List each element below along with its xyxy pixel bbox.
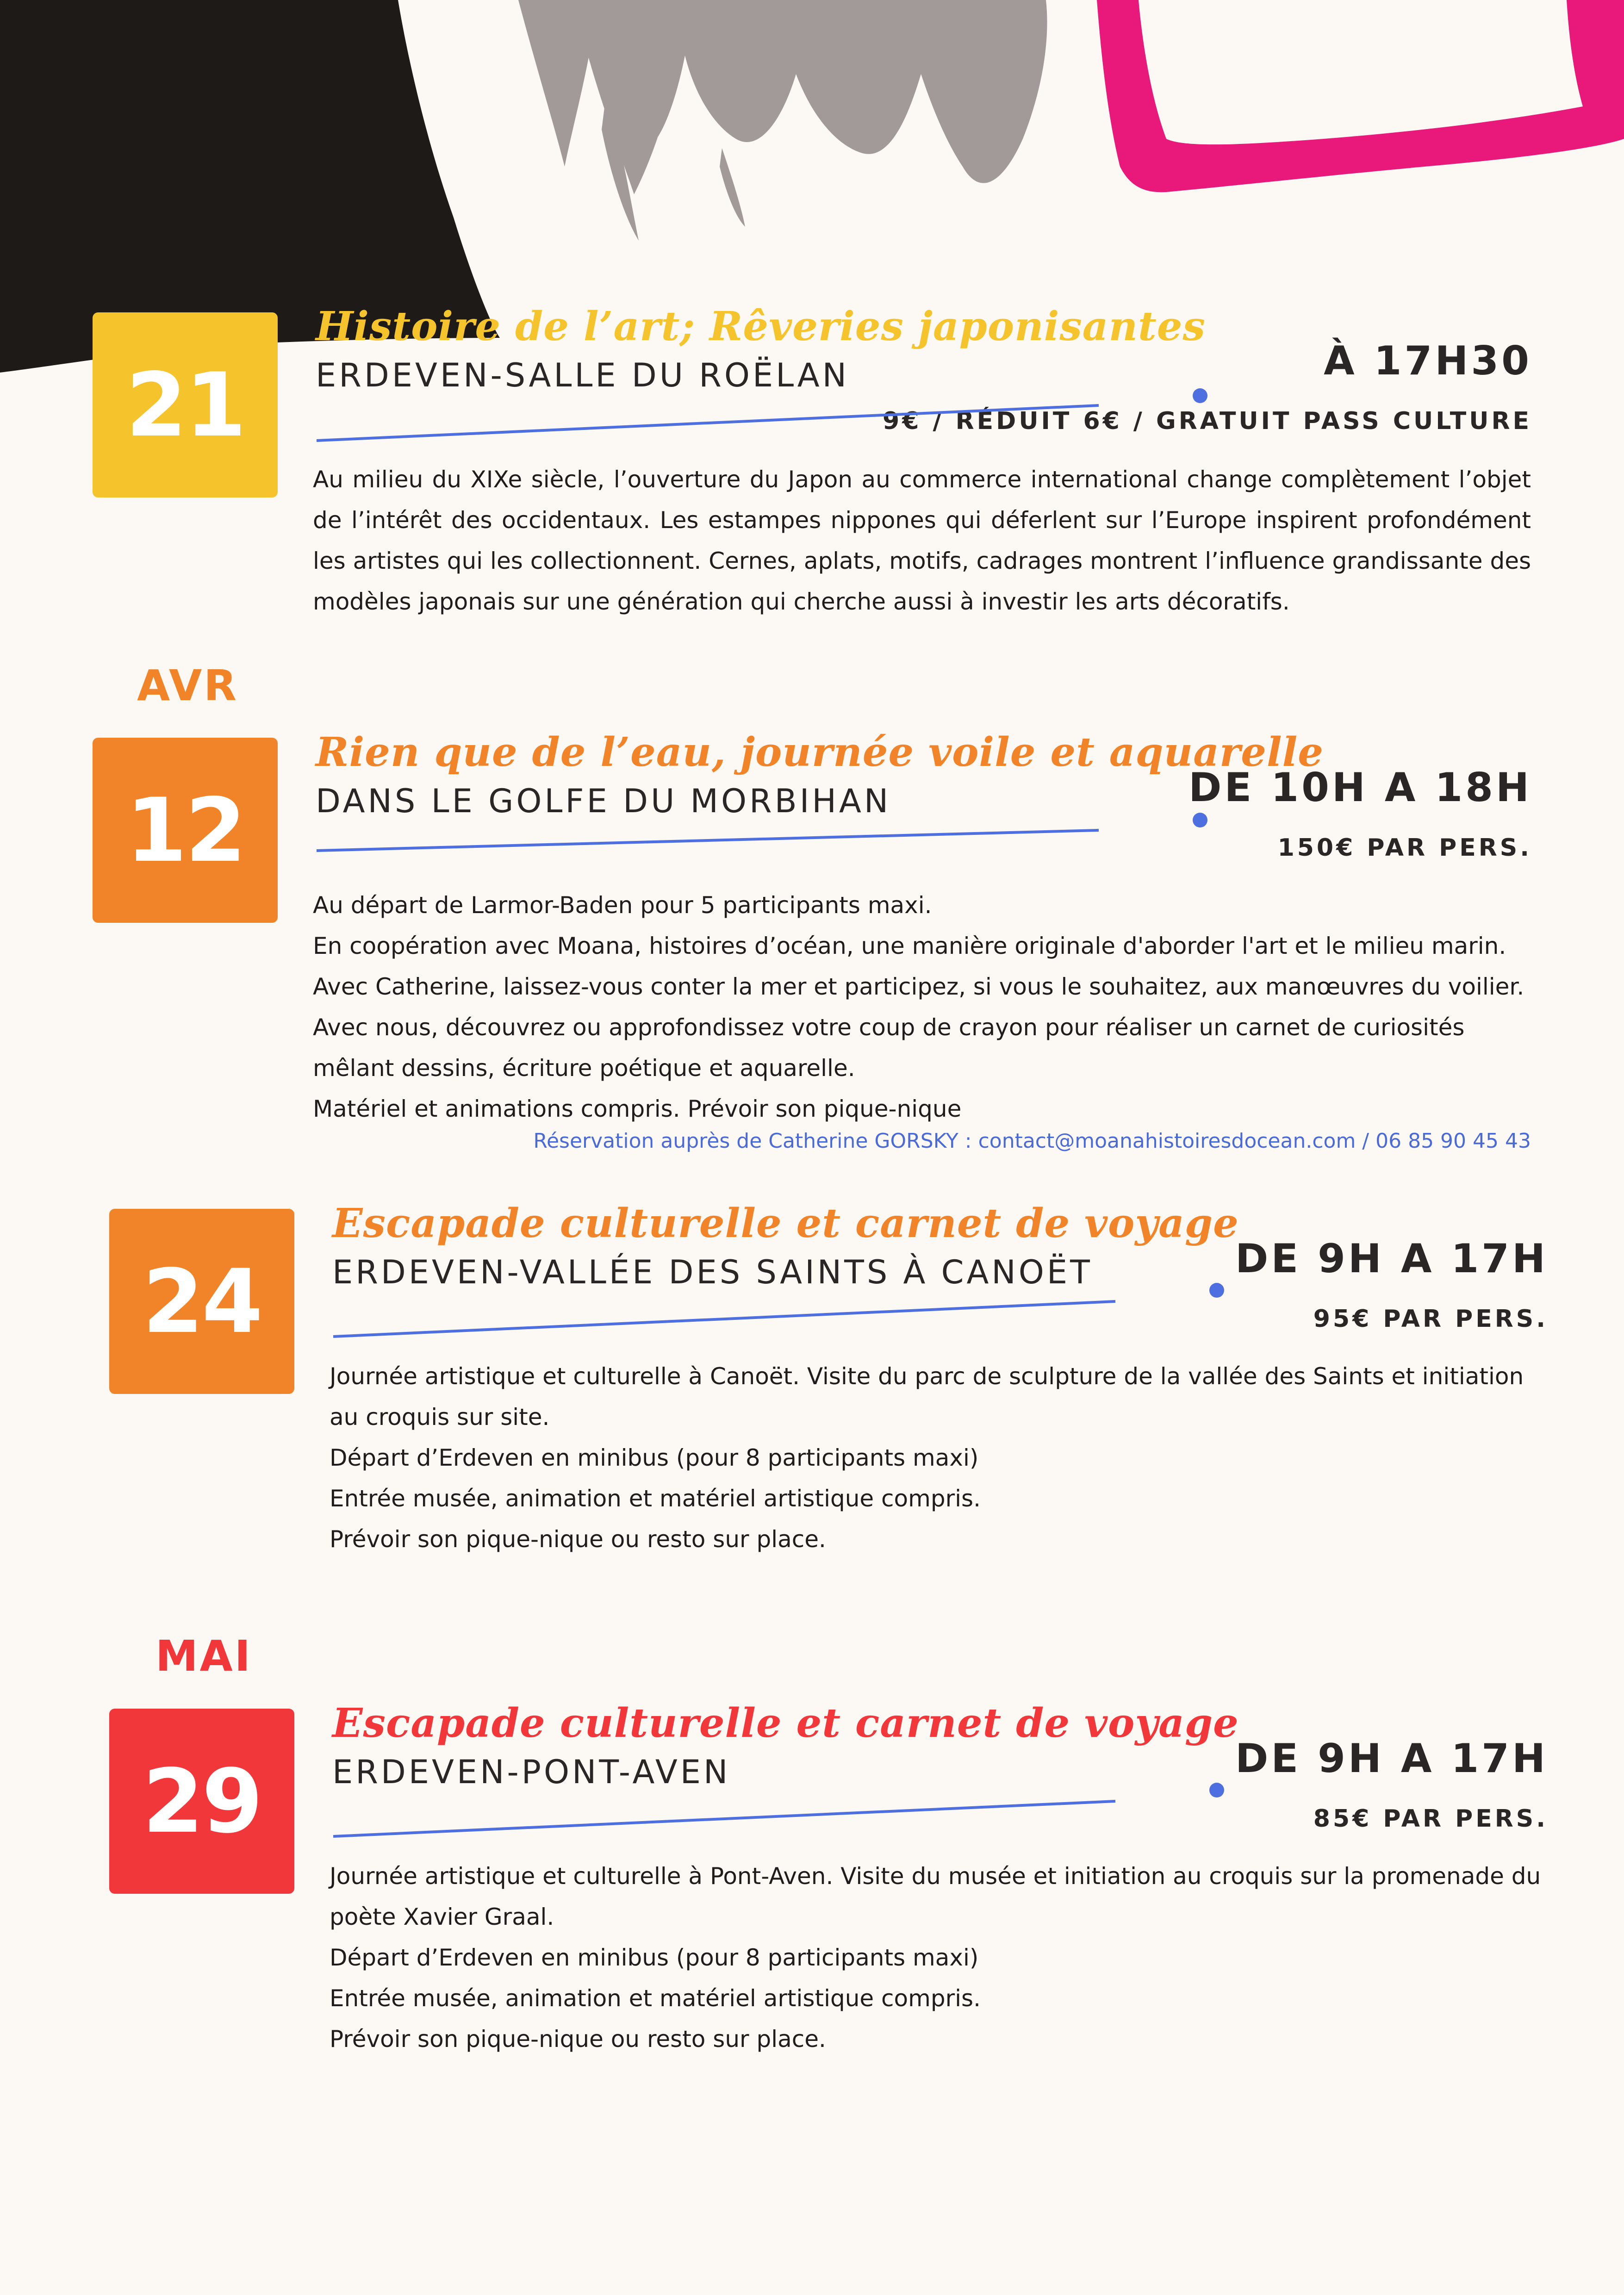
event-price: 95€ PAR PERS. [1313,1305,1548,1333]
event-title: Escapade culturelle et carnet de voyage [332,1700,1239,1747]
event-title: Histoire de l’art; Rêveries japonisantes [316,303,1206,350]
description-paragraph: Entrée musée, animation et matériel artistique compris. [330,1485,981,1512]
event-place: DANS LE GOLFE DU MORBIHAN [316,782,891,820]
description-paragraph: Prévoir son pique-nique ou resto sur place. [330,1526,826,1553]
description-paragraph: Avec Catherine, laissez-vous conter la mer et participez, si vous le souhaitez, aux manœuvres du voilier. [313,973,1524,1000]
description-paragraph: Au milieu du XIXe siècle, l’ouverture du Japon au commerce international change complètement l’objet de l’intérêt des occidentaux. Les estampes nippones qui déferlent sur l’Europe inspirent profondément les artistes qui les collectionnent. Cernes, aplats, motifs, cadrages montrent l’influence grandissante des modèles japonais sur une génération qui cherche aussi à investir les arts décoratifs. [313,466,1531,615]
event-description [330,1856,1548,2059]
blue-dot [1207,1781,1226,1799]
event-place: ERDEVEN-PONT-AVEN [332,1753,731,1791]
divider-line [331,1796,1118,1842]
description-paragraph: Journée artistique et culturelle à Canoët. Visite du parc de sculpture de la vallée des Saints et initiation au croquis sur site. [330,1363,1524,1430]
date-box: 24 [109,1209,294,1394]
event-title: Rien que de l’eau, journée voile et aquarelle [316,729,1324,776]
description-paragraph: Matériel et animations compris. Prévoir son pique-nique [313,1095,962,1122]
description-paragraph: Départ d’Erdeven en minibus (pour 8 participants maxi) [330,1444,979,1471]
event-place: ERDEVEN-SALLE DU ROËLAN [316,356,850,394]
event-price: 150€ PAR PERS. [1277,834,1532,862]
reservation-contact: Réservation auprès de Catherine GORSKY : contact@moanahistoiresdocean.com / 06 85 90 45 43 [533,1129,1531,1153]
description-paragraph: Au départ de Larmor-Baden pour 5 participants maxi. [313,892,932,919]
event-time: DE 9H A 17H [1235,1236,1548,1282]
description-paragraph: Prévoir son pique-nique ou resto sur place. [330,2026,826,2052]
event-price: 9€ / RÉDUIT 6€ / GRATUIT PASS CULTURE [883,407,1532,435]
date-box: 12 [93,738,278,923]
event-time: À 17H30 [1324,338,1532,384]
event-time: DE 10H A 18H [1188,765,1532,811]
event-title: Escapade culturelle et carnet de voyage [332,1200,1239,1247]
description-paragraph: En coopération avec Moana, histoires d’océan, une manière originale d'aborder l'art et le milieu marin. [313,933,1506,959]
event-place: ERDEVEN-VALLÉE DES SAINTS À CANOËT [332,1253,1093,1291]
description-paragraph: Entrée musée, animation et matériel artistique compris. [330,1985,981,2012]
description-paragraph: Avec nous, découvrez ou approfondissez votre coup de crayon pour réaliser un carnet de curiosités mêlant dessins, écriture poétique et aquarelle. [313,1014,1465,1082]
month-label-mai: MAI [156,1631,252,1681]
date-box: 21 [93,312,278,498]
event-time: DE 9H A 17H [1235,1735,1548,1782]
date-box: 29 [109,1709,294,1894]
description-paragraph: Départ d’Erdeven en minibus (pour 8 participants maxi) [330,1944,979,1971]
event-price: 85€ PAR PERS. [1313,1805,1548,1833]
description-paragraph: Journée artistique et culturelle à Pont-Aven. Visite du musée et initiation au croquis sur la promenade du poète Xavier Graal. [330,1863,1541,1930]
month-label-avr: AVR [137,661,238,710]
